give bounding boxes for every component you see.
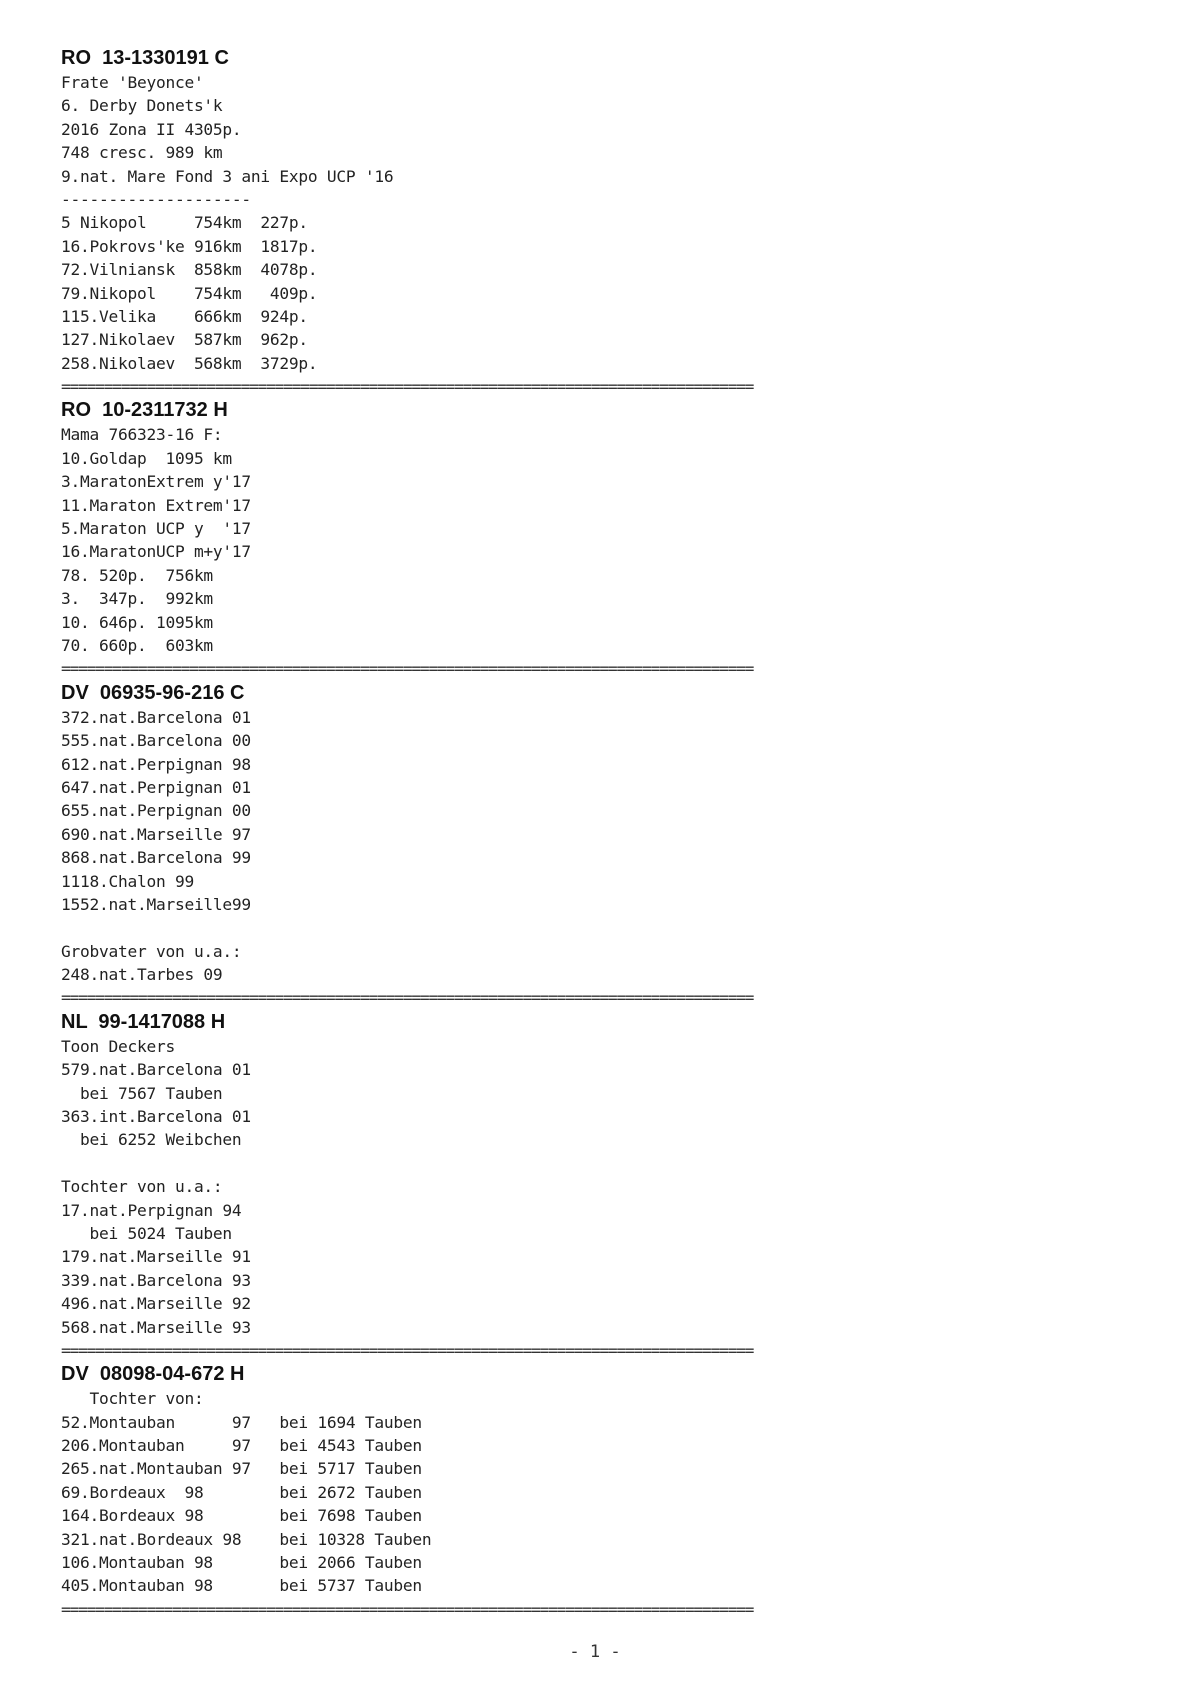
entry-line: 70. 660p. 603km (61, 635, 213, 655)
entry-line: 52.Montauban 97 bei 1694 Tauben (61, 1412, 422, 1432)
entry-line: Toon Deckers (61, 1036, 175, 1056)
entry-ring-number: DV 06935-96-216 C (61, 681, 245, 704)
entry-line: 115.Velika 666km 924p. (61, 306, 308, 326)
entry-line: Mama 766323-16 F: (61, 425, 223, 445)
entry-line: 179.nat.Marseille 91 (61, 1247, 251, 1267)
entry-line: 647.nat.Perpignan 01 (61, 777, 251, 797)
page-number: - 1 - (569, 1642, 621, 1662)
entry-ring-number: RO 13-1330191 C (61, 47, 229, 69)
entry-line: 106.Montauban 98 bei 2066 Tauben (61, 1553, 422, 1573)
entry-line: 258.Nikolaev 568km 3729p. (61, 353, 318, 373)
entry-line: 127.Nikolaev 587km 962p. (61, 330, 308, 350)
entry-line: 748 cresc. 989 km (61, 143, 223, 163)
separator-line: ================================================================================= (61, 1340, 754, 1360)
entry-line: Tochter von u.a.: (61, 1177, 223, 1197)
separator-line: ================================================================================= (61, 659, 754, 679)
entry-line: bei 6252 Weibchen (61, 1130, 242, 1150)
entry-ring-number: DV 08098-04-672 H (61, 1363, 245, 1386)
entry-line: 78. 520p. 756km (61, 565, 213, 585)
entry-line: bei 5024 Tauben (61, 1223, 232, 1243)
entry-line: 655.nat.Perpignan 00 (61, 801, 251, 821)
entry-line: 496.nat.Marseille 92 (61, 1294, 251, 1314)
entry-line: Tochter von: (61, 1389, 204, 1409)
entry-line: 568.nat.Marseille 93 (61, 1317, 251, 1337)
entry-line: 2016 Zona II 4305p. (61, 119, 242, 139)
entry-line: 72.Vilniansk 858km 4078p. (61, 260, 318, 280)
entry-line: 265.nat.Montauban 97 bei 5717 Tauben (61, 1459, 422, 1479)
entry-line: 5 Nikopol 754km 227p. (61, 213, 308, 233)
pedigree-entry (61, 1010, 1141, 1362)
entry-line: 555.nat.Barcelona 00 (61, 731, 251, 751)
entry-line: 363.int.Barcelona 01 (61, 1107, 251, 1127)
entry-ring-number: NL 99-1417088 H (61, 1010, 226, 1033)
entry-line: Grobvater von u.a.: (61, 941, 242, 961)
entry-line: 206.Montauban 97 bei 4543 Tauben (61, 1436, 422, 1456)
entry-line: 321.nat.Bordeaux 98 bei 10328 Tauben (61, 1529, 432, 1549)
entry-line: 16.Pokrovs'ke 916km 1817p. (61, 236, 318, 256)
pedigree-entry (61, 1362, 1141, 1621)
entry-line: 17.nat.Perpignan 94 (61, 1200, 242, 1220)
entry-line: 248.nat.Tarbes 09 (61, 965, 223, 985)
entry-line: 11.Maraton Extrem'17 (61, 495, 251, 515)
entry-line: 1552.nat.Marseille99 (61, 894, 251, 914)
entry-line: 405.Montauban 98 bei 5737 Tauben (61, 1576, 422, 1596)
entry-line: 339.nat.Barcelona 93 (61, 1270, 251, 1290)
pedigree-entry (61, 398, 1141, 680)
entry-line: Frate 'Beyonce' (61, 73, 204, 92)
entry-line: 9.nat. Mare Fond 3 ani Expo UCP '16 (61, 166, 394, 186)
entry-line: 3.MaratonExtrem y'17 (61, 472, 251, 492)
entry-line: -------------------- (61, 189, 251, 209)
entry-line: 579.nat.Barcelona 01 (61, 1060, 251, 1080)
document-page (61, 46, 1141, 1621)
separator-line: ================================================================================= (61, 1599, 754, 1619)
entry-line: 3. 347p. 992km (61, 589, 213, 609)
entry-ring-number: RO 10-2311732 H (61, 399, 228, 422)
entry-line: 16.MaratonUCP m+y'17 (61, 542, 251, 562)
entry-line: 5.Maraton UCP y '17 (61, 519, 251, 539)
entry-line: 10. 646p. 1095km (61, 612, 213, 632)
entry-line: 6. Derby Donets'k (61, 96, 223, 116)
entry-line: bei 7567 Tauben (61, 1083, 223, 1103)
pedigree-entry (61, 46, 1141, 398)
blank-line (61, 1152, 1141, 1175)
entry-line: 79.Nikopol 754km 409p. (61, 283, 318, 303)
entry-line: 10.Goldap 1095 km (61, 448, 232, 468)
entry-line: 69.Bordeaux 98 bei 2672 Tauben (61, 1482, 422, 1502)
entry-line: 372.nat.Barcelona 01 (61, 707, 251, 727)
blank-line (61, 916, 1141, 939)
pedigree-entry (61, 681, 1141, 1010)
entry-line: 612.nat.Perpignan 98 (61, 754, 251, 774)
separator-line: ================================================================================= (61, 377, 754, 397)
entry-line: 164.Bordeaux 98 bei 7698 Tauben (61, 1506, 422, 1526)
entry-line: 690.nat.Marseille 97 (61, 824, 251, 844)
entry-line: 1118.Chalon 99 (61, 871, 194, 891)
entry-line: 868.nat.Barcelona 99 (61, 848, 251, 868)
separator-line: ================================================================================= (61, 988, 754, 1008)
